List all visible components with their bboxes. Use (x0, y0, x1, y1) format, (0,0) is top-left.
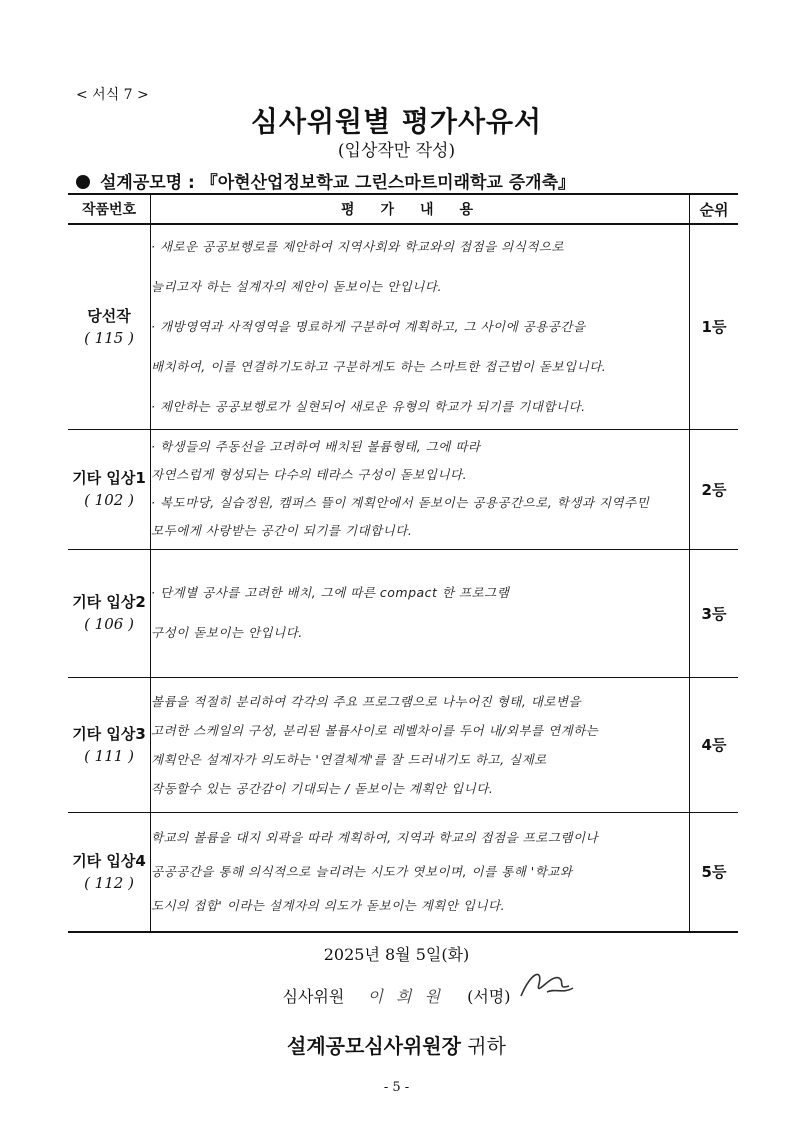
entry-id-cell (68, 677, 151, 812)
signer-label: 심사위원 (282, 987, 345, 1006)
table-row (68, 677, 738, 812)
evaluation-line: · 개방영역과 사적영역을 명료하게 구분하여 계획하고, 그 사이에 공용공간을 (151, 318, 586, 334)
entry-category: 당선작 (87, 306, 131, 325)
evaluation-line: 볼륨을 적절히 분리하여 각각의 주요 프로그램으로 나누어진 형태, 대로변을 (151, 693, 582, 709)
evaluation-line: · 새로운 공공보행로를 제안하여 지역사회와 학교와의 접점을 의식적으로 (151, 238, 565, 254)
rank-cell: 2등 (690, 429, 739, 549)
table-row (68, 224, 738, 429)
table-row (68, 429, 738, 549)
entry-category: 기타 입상1 (72, 469, 146, 487)
evaluation-line: · 제안하는 공공보행로가 실현되어 새로운 유형의 학교가 되기를 기대합니다. (151, 398, 586, 414)
evaluation-line: 학교의 볼륨을 대지 외곽을 따라 계획하여, 지역과 학교의 접점을 프로그램이나 (151, 829, 599, 845)
evaluation-text (151, 224, 690, 429)
signer-name: 이 희 원 (367, 987, 444, 1006)
evaluation-line: 고려한 스케일의 구성, 분리된 볼륨사이로 레벨차이를 두어 내/외부를 연계하는 (151, 722, 599, 738)
entry-id-cell (68, 549, 151, 677)
addressee (0, 1030, 793, 1059)
evaluation-text (151, 812, 690, 932)
table-row (68, 812, 738, 932)
table-header-row (68, 194, 738, 224)
evaluation-text (151, 549, 690, 677)
evaluation-table (68, 193, 738, 933)
addressee-suffix: 귀하 (467, 1034, 506, 1058)
table-row (68, 549, 738, 677)
entry-number: ( 111 ) (84, 746, 134, 765)
entry-id-cell (68, 429, 151, 549)
evaluation-line: 도시의 접합' 이라는 설계자의 의도가 돋보이는 계획안 입니다. (151, 897, 506, 913)
evaluation-text (151, 429, 690, 549)
addressee-title: 설계공모심사위원장 (287, 1034, 461, 1058)
evaluation-line: · 단계별 공사를 고려한 배치, 그에 따른 compact 한 프로그램 (151, 585, 510, 600)
sign-label: (서명) (467, 987, 511, 1006)
evaluation-line: 늘리고자 하는 설계자의 제안이 돋보이는 안입니다. (151, 278, 442, 294)
rank-cell: 3등 (690, 549, 739, 677)
competition-name: 『아현산업정보학교 그린스마트미래학교 증개축』 (200, 173, 576, 193)
header-entry-number: 작품번호 (68, 194, 151, 224)
evaluation-date: 2025년 8월 5일(화) (323, 945, 470, 964)
evaluation-text (151, 677, 690, 812)
evaluation-line: 모두에게 사랑받는 공간이 되기를 기대합니다. (151, 523, 413, 538)
signature-line (0, 984, 793, 1007)
entry-number: ( 115 ) (84, 328, 134, 347)
document-title: 심사위원별 평가사유서 (250, 105, 543, 138)
page-number: - 5 - (383, 1080, 410, 1095)
entry-category: 기타 입상4 (72, 851, 146, 870)
header-evaluation-content: 평가내용 (151, 194, 690, 224)
entry-category: 기타 입상2 (72, 593, 146, 611)
rank-cell: 4등 (690, 677, 739, 812)
entry-id-cell (68, 224, 151, 429)
evaluation-line: · 학생들의 주동선을 고려하여 배치된 볼륨형태, 그에 따라 (151, 439, 481, 454)
evaluation-line: 계획안은 설계자가 의도하는 '연결체계'를 잘 드러내기도 하고, 실제로 (151, 751, 547, 767)
entry-number: ( 102 ) (84, 491, 134, 509)
rank-cell: 5등 (690, 812, 739, 932)
evaluation-line: 공공공간을 통해 의식적으로 늘리려는 시도가 엿보이며, 이를 통해 '학교와 (151, 863, 573, 879)
bullet-icon (76, 175, 90, 189)
competition-line (76, 168, 575, 193)
document-subtitle: (입상작만 작성) (337, 141, 456, 161)
competition-label: 설계공모명 : (100, 173, 195, 193)
entry-category: 기타 입상3 (72, 724, 146, 743)
evaluation-line: · 복도마당, 실습정원, 캠퍼스 뜰이 계획안에서 돋보이는 공용공간으로, 학생과 지역주민 (151, 495, 650, 510)
form-number: < 서식 7 > (76, 87, 149, 103)
entry-number: ( 106 ) (84, 615, 134, 633)
evaluation-line: 자연스럽게 형성되는 다수의 테라스 구성이 돋보입니다. (151, 467, 468, 482)
entry-id-cell (68, 812, 151, 932)
evaluation-line: 작동할수 있는 공간감이 기대되는 / 돋보이는 계획안 입니다. (151, 780, 494, 796)
entry-number: ( 112 ) (84, 873, 134, 892)
header-rank: 순위 (690, 194, 739, 224)
signature-scribble-icon (517, 964, 577, 1004)
evaluation-line: 배치하여, 이를 연결하기도하고 구분하게도 하는 스마트한 접근법이 돋보입니다. (151, 358, 607, 374)
evaluation-line: 구성이 돋보이는 안입니다. (151, 625, 303, 640)
rank-cell: 1등 (690, 224, 739, 429)
